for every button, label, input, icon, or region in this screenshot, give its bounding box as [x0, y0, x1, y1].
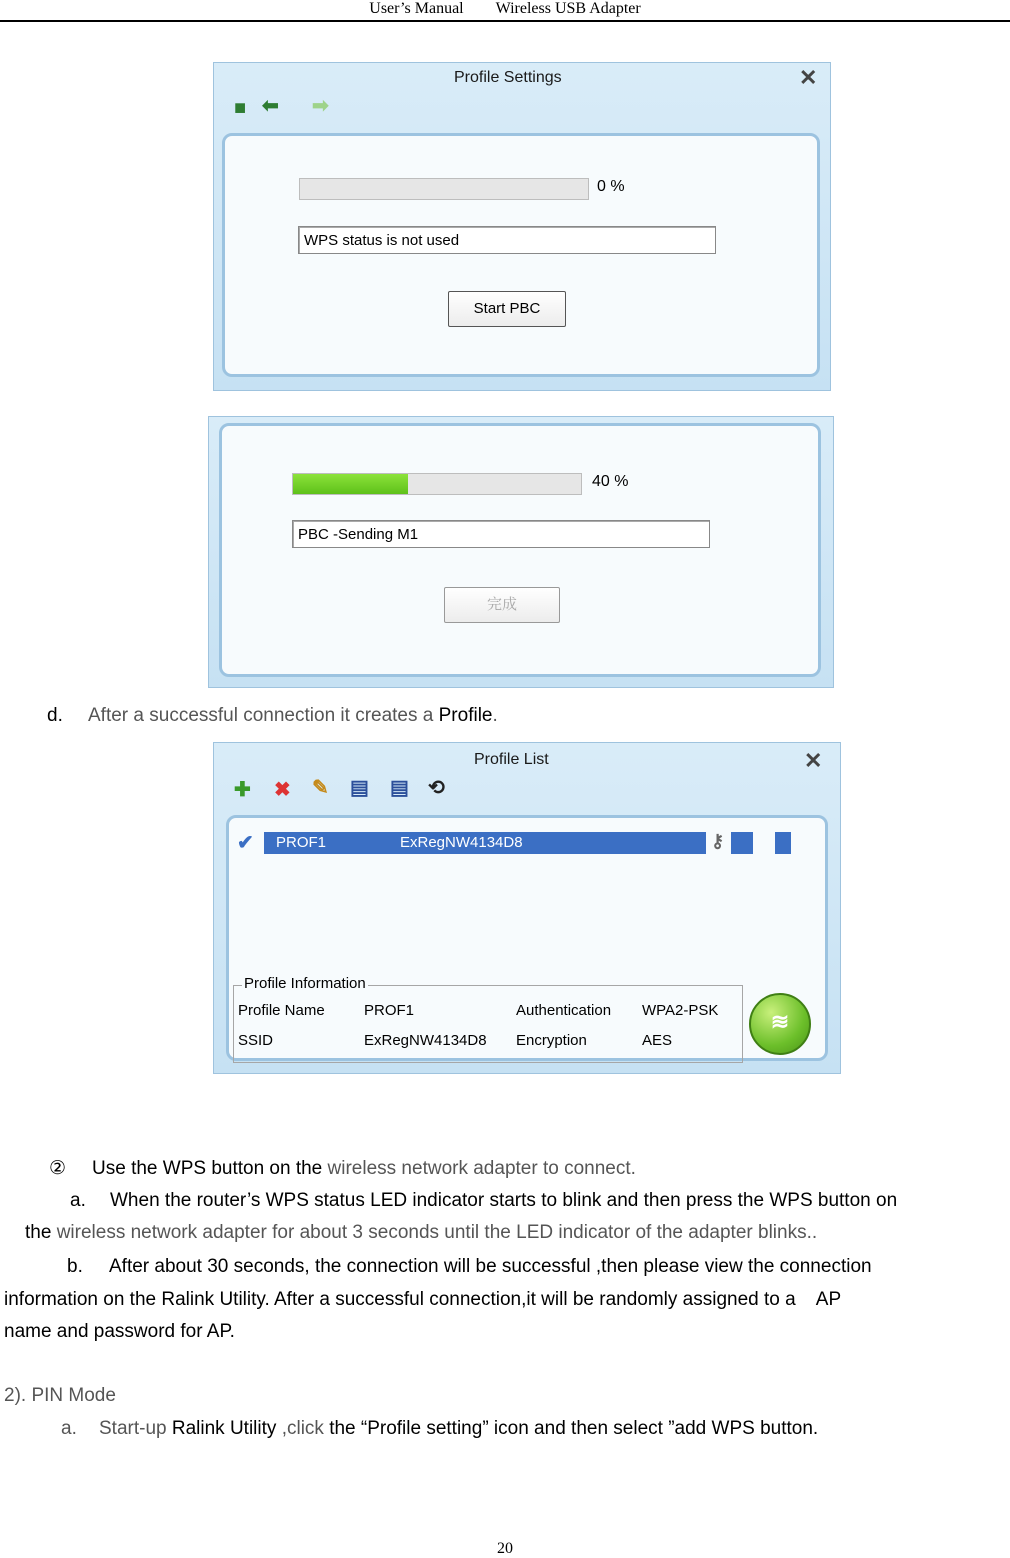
- authentication-label: Authentication: [516, 1002, 612, 1019]
- step-a-line-2-rest: wireless network adapter for about 3 seconds until the LED indicator of the adapter blinks..: [56, 1222, 818, 1243]
- activate-profile-icon[interactable]: ⟲: [428, 777, 445, 799]
- forward-arrow-icon[interactable]: ➡: [312, 95, 329, 117]
- step-a-line-2: [25, 1221, 817, 1245]
- signal-strength-icon: [775, 832, 791, 854]
- profile-settings-window: [213, 62, 831, 391]
- encryption-label: Encryption: [516, 1032, 587, 1049]
- connected-check-icon: ✔: [237, 832, 254, 854]
- item-2-part-a: Use the WPS button on the: [92, 1158, 328, 1179]
- window-title: Profile Settings: [454, 69, 562, 86]
- item-2-text: [92, 1157, 636, 1181]
- pin-step-a-number: a.: [61, 1418, 77, 1439]
- profile-row[interactable]: [264, 832, 706, 854]
- pin-step-a-click: ,click: [281, 1418, 330, 1439]
- import-profile-icon[interactable]: ▤: [350, 777, 369, 799]
- export-profile-icon[interactable]: ▤: [390, 777, 409, 799]
- progress-percent: 0 %: [597, 178, 625, 195]
- wps-status-field: WPS status is not used: [298, 226, 716, 254]
- edit-profile-icon[interactable]: ✎: [312, 777, 329, 799]
- wireless-connect-icon[interactable]: ≋: [749, 993, 811, 1055]
- pin-step-a-startup: Start-up: [99, 1418, 172, 1439]
- row-profile-name: PROF1: [276, 834, 327, 851]
- step-d-profile: Profile: [438, 705, 493, 726]
- pbc-progress-window: [208, 416, 834, 688]
- progress-percent: 40 %: [592, 473, 629, 490]
- step-d-body: After a successful connection it creates a: [88, 705, 439, 726]
- header-product: Wireless USB Adapter: [495, 0, 641, 17]
- pin-step-a-text: [99, 1417, 818, 1441]
- step-a-line-2-start: the: [25, 1222, 57, 1243]
- profile-name-value: PROF1: [364, 1002, 415, 1019]
- page-number: 20: [497, 1540, 513, 1557]
- item-2-number: ②: [49, 1158, 67, 1179]
- pin-step-a-utility: Ralink Utility: [171, 1418, 282, 1439]
- close-icon[interactable]: ✕: [804, 748, 823, 773]
- step-b-line-2: information on the Ralink Utility. After a successful connection,it will be randomly assigned to a AP: [4, 1289, 842, 1310]
- header-manual: User’s Manual: [369, 0, 464, 17]
- start-pbc-button[interactable]: Start PBC: [448, 291, 566, 327]
- ssid-label: SSID: [238, 1032, 274, 1049]
- step-d-number: d.: [47, 705, 63, 726]
- step-a-number: a.: [70, 1190, 86, 1211]
- encryption-value: AES: [642, 1032, 673, 1049]
- pin-step-a-rest: the “Profile setting” icon and then select ”add WPS button.: [329, 1418, 819, 1439]
- profile-name-label: Profile Name: [238, 1002, 325, 1019]
- step-b-line-3: name and password for AP.: [4, 1321, 235, 1342]
- step-a-line-1: When the router’s WPS status LED indicator starts to blink and then press the WPS button on: [110, 1190, 898, 1211]
- profile-list-window: [213, 742, 841, 1074]
- item-2-part-b: wireless network adapter to connect.: [327, 1158, 636, 1179]
- step-d-period: .: [492, 705, 498, 726]
- step-b-number: b.: [67, 1256, 83, 1277]
- profile-list-panel: [226, 815, 828, 1061]
- pin-mode-heading: 2). PIN Mode: [4, 1385, 116, 1406]
- settings-panel: [222, 133, 820, 377]
- key-icon: ⚷: [711, 831, 725, 851]
- authentication-value: WPA2-PSK: [642, 1002, 719, 1019]
- profile-information-box: [233, 975, 743, 1063]
- finish-button[interactable]: 完成: [444, 587, 560, 623]
- back-arrow-icon[interactable]: ⬅: [262, 95, 279, 117]
- row-ssid: ExRegNW4134D8: [400, 834, 523, 851]
- settings-panel: [219, 423, 821, 677]
- wps-progress-bar: [299, 178, 589, 200]
- signal-icon: [731, 832, 753, 854]
- close-icon[interactable]: ✕: [799, 65, 818, 90]
- wps-progress-fill: [293, 474, 408, 494]
- page-header: [0, 0, 1010, 22]
- delete-profile-icon[interactable]: ✖: [274, 779, 291, 801]
- window-title: Profile List: [474, 751, 549, 768]
- ssid-value: ExRegNW4134D8: [364, 1032, 487, 1049]
- profile-information-legend: Profile Information: [244, 975, 366, 992]
- step-d-text: [88, 704, 498, 728]
- step-b-line-1: After about 30 seconds, the connection will be successful ,then please view the connection: [109, 1256, 872, 1277]
- add-profile-icon[interactable]: ✚: [234, 779, 251, 801]
- wps-progress-bar: [292, 473, 582, 495]
- wps-status-field: PBC -Sending M1: [292, 520, 710, 548]
- stop-icon[interactable]: ■: [234, 97, 247, 119]
